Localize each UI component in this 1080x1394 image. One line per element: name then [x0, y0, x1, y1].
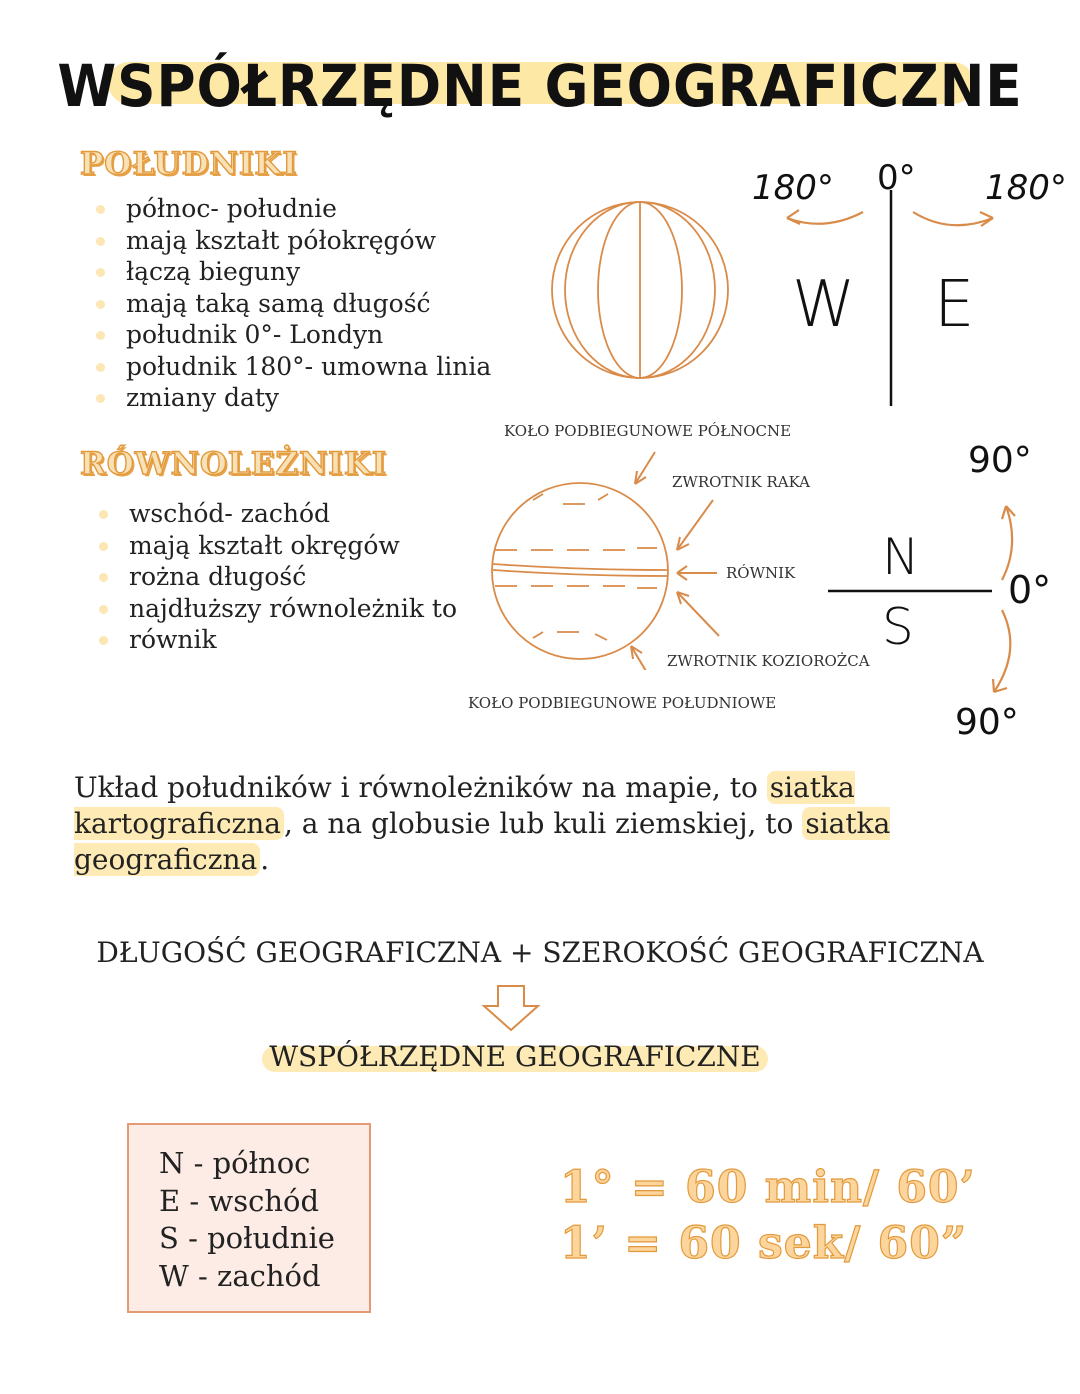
- label-north: N: [882, 528, 920, 586]
- label-tropic-cancer: ZWROTNIK RAKA: [672, 473, 811, 491]
- units-line-degree: 1° = 60 min/ 60’: [560, 1162, 976, 1213]
- tropic-capricorn-line: [495, 586, 657, 588]
- arrow-down-icon: [480, 983, 542, 1033]
- legend-item: E - wschód: [159, 1183, 320, 1218]
- list-item: południk 180°- umowna linia: [80, 351, 540, 383]
- coordinates-formula: DŁUGOŚĆ GEOGRAFICZNA + SZEROKOŚĆ GEOGRAFICZNA: [96, 936, 984, 969]
- poludniki-list: [80, 193, 540, 414]
- list-item: północ- południe: [80, 193, 540, 225]
- arrow-south: [994, 610, 1010, 692]
- label-west: W: [792, 268, 856, 342]
- label-equator: RÓWNIK: [726, 564, 796, 582]
- legend-item: W - zachód: [159, 1258, 321, 1293]
- list-item: najdłuższy równoleżnik to: [83, 593, 503, 625]
- label-90-south: 90°: [955, 702, 1019, 743]
- label-90-north: 90°: [968, 440, 1032, 481]
- units-line-minute: 1’ = 60 sek/ 60”: [560, 1218, 968, 1269]
- tropic-cancer-line: [495, 548, 657, 550]
- arrow-arctic: [635, 452, 655, 484]
- equator-line: [493, 564, 667, 570]
- paragraph-text: Układ południków i równoleżników na mapie, to: [74, 771, 767, 804]
- list-item: wschód- zachód: [83, 498, 503, 530]
- section-heading-poludniki: POŁUDNIKI: [80, 146, 298, 182]
- label-180-west: 180°: [752, 168, 834, 208]
- arrow-west: [787, 212, 863, 224]
- label-0-equator: 0°: [1008, 568, 1052, 612]
- list-item: rożna długość: [83, 561, 503, 593]
- rownolezniki-list: [83, 498, 503, 656]
- arrow-tropic-capricorn: [677, 592, 719, 636]
- list-item: mają kształt okręgów: [83, 530, 503, 562]
- list-item-continuation: zmiany daty: [80, 382, 540, 414]
- list-item: mają taką samą długość: [80, 288, 540, 320]
- label-tropic-capricorn: ZWROTNIK KOZIOROŻCA: [667, 652, 870, 670]
- meridian-globe-diagram: [545, 195, 735, 385]
- list-item: łączą bieguny: [80, 256, 540, 288]
- paragraph-text: .: [260, 843, 270, 876]
- list-item: mają kształt półokręgów: [80, 225, 540, 257]
- legend-item: S - południe: [159, 1221, 335, 1255]
- grid-definition-paragraph: [74, 770, 954, 878]
- highlight-siatka-kartograficzna: siatka kartograficzna: [74, 771, 855, 840]
- antarctic-circle-line: [533, 632, 607, 640]
- label-0-meridian: 0°: [877, 158, 916, 198]
- label-south: S: [882, 598, 914, 656]
- formula-result: WSPÓŁRZĘDNE GEOGRAFICZNE: [269, 1040, 761, 1073]
- arrow-tropic-cancer: [677, 500, 713, 550]
- legend-item: N - północ: [159, 1146, 311, 1180]
- list-item-continuation: równik: [83, 624, 503, 656]
- list-item: południk 0°- Londyn: [80, 319, 540, 351]
- label-180-east: 180°: [985, 168, 1067, 208]
- direction-legend-box: [127, 1123, 371, 1313]
- arrow-east: [913, 212, 993, 225]
- highlight-siatka-geograficzna: siatka geograficzna: [74, 807, 891, 876]
- section-heading-rownolezniki: RÓWNOLEŻNIKI: [80, 446, 388, 482]
- label-arctic-circle: KOŁO PODBIEGUNOWE PÓŁNOCNE: [504, 422, 792, 440]
- paragraph-text: , a na globusie lub kuli ziemskiej, to: [284, 807, 803, 840]
- label-antarctic-circle: KOŁO PODBIEGUNOWE POŁUDNIOWE: [468, 694, 777, 712]
- page-title: WSPÓŁRZĘDNE GEOGRAFICZNE: [57, 52, 1023, 120]
- arctic-circle-line: [533, 494, 608, 504]
- label-east: E: [934, 268, 975, 342]
